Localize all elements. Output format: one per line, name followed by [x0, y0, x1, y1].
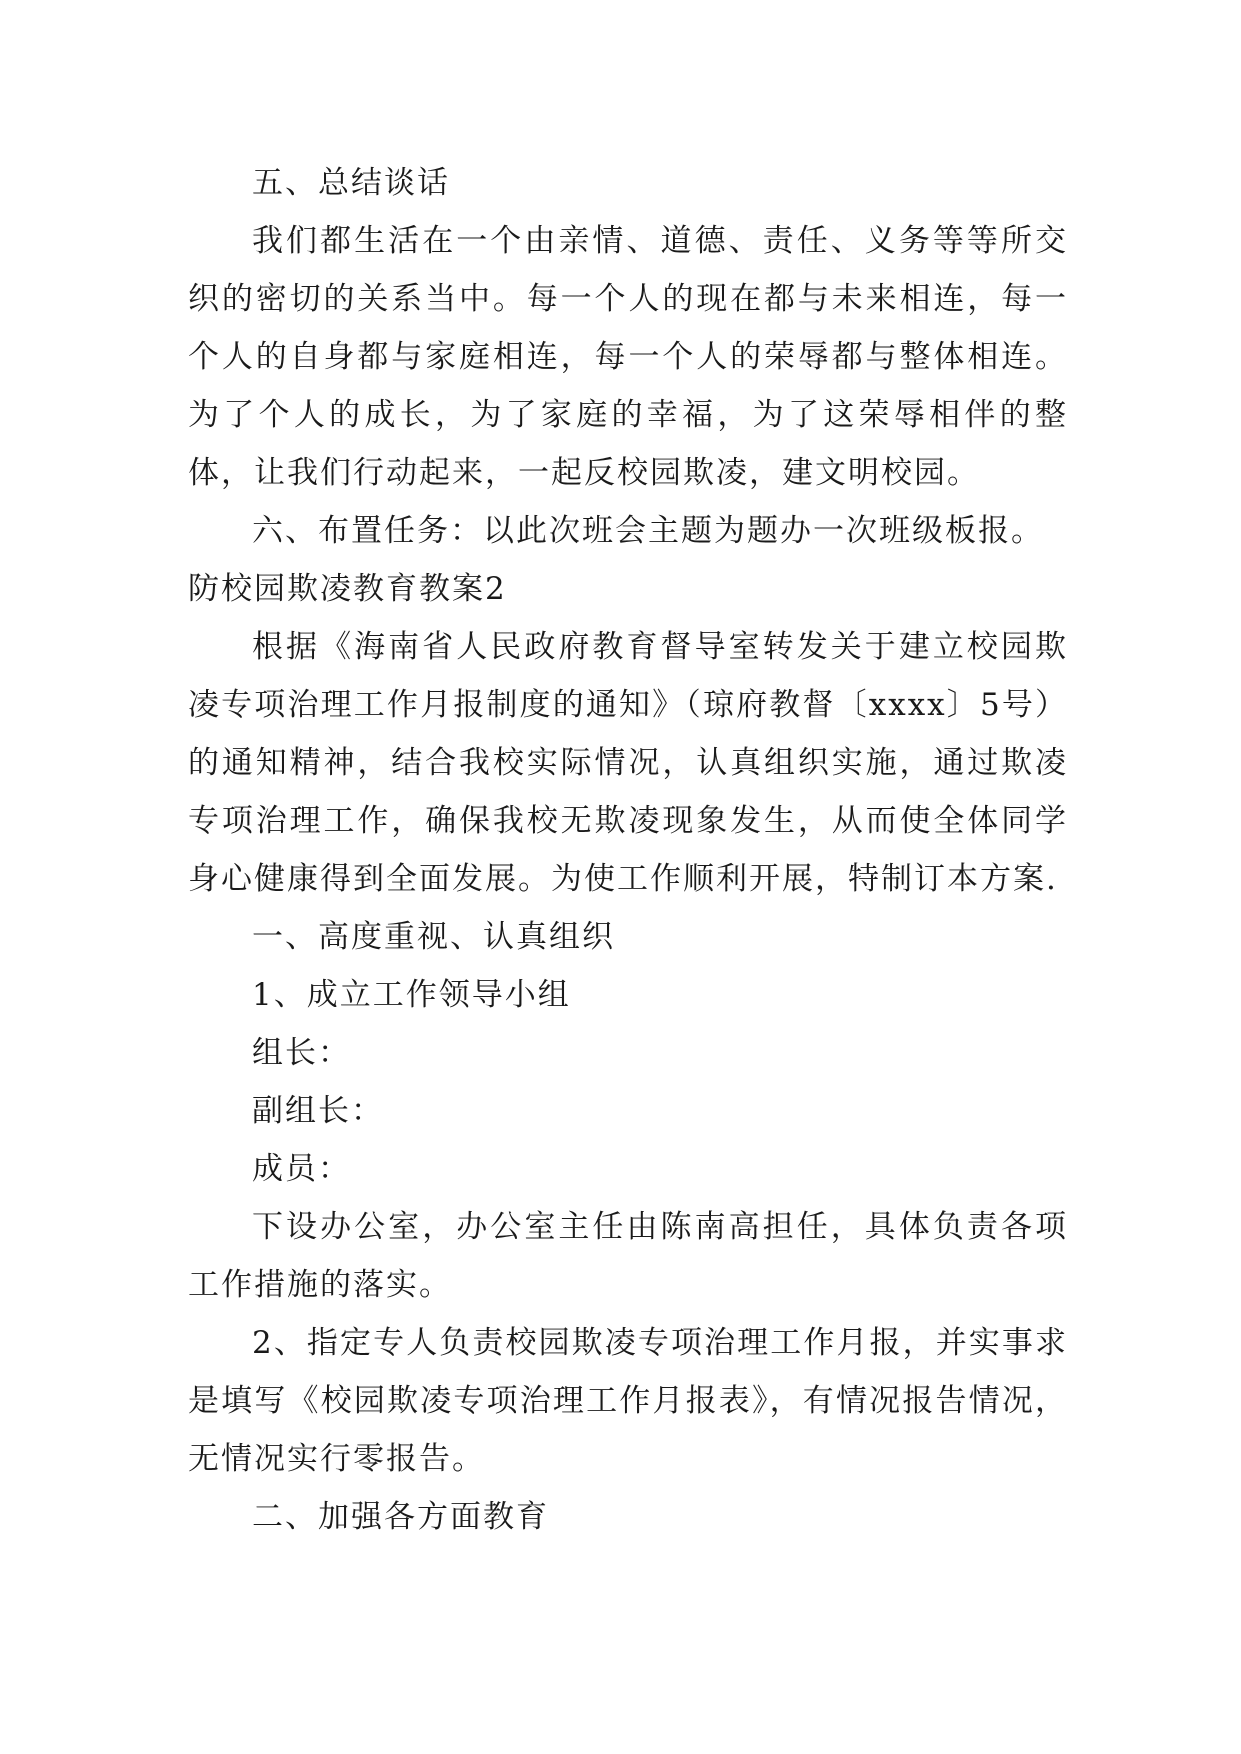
- document-body: [188, 154, 1068, 1546]
- section-heading-six: 六、布置任务：以此次班会主题为题办一次班级板报。: [252, 513, 1044, 549]
- paragraph-summary: 我们都生活在一个由亲情、道德、责任、义务等等所交织的密切的关系当中。每一个人的现在都与未来相连，每一个人的自身都与家庭相连，每一个人的荣辱都与整体相连。为了个人的成长，为了家庭的幸福，为了这荣辱相伴的整体，让我们行动起来，一起反校园欺凌，建文明校园。: [188, 223, 1068, 491]
- field-group-leader: 组长：: [252, 1035, 351, 1071]
- list-item-monthly-report: 2、指定专人负责校园欺凌专项治理工作月报，并实事求是填写《校园欺凌专项治理工作月报表》，有情况报告情况，无情况实行零报告。: [188, 1325, 1068, 1477]
- section-heading-five: 五、总结谈话: [252, 165, 450, 201]
- field-members: 成员：: [252, 1151, 351, 1187]
- document-title: 防校园欺凌教育教案2: [188, 571, 507, 607]
- field-deputy-leader: 副组长：: [252, 1093, 384, 1129]
- paragraph-office: 下设办公室，办公室主任由陈南高担任，具体负责各项工作措施的落实。: [188, 1209, 1068, 1303]
- list-item-leadership-group: 1、成立工作领导小组: [252, 977, 571, 1013]
- section-heading-one: 一、高度重视、认真组织: [252, 919, 615, 955]
- paragraph-intro: 根据《海南省人民政府教育督导室转发关于建立校园欺凌专项治理工作月报制度的通知》（琼府教督〔xxxx〕5号）的通知精神，结合我校实际情况，认真组织实施，通过欺凌专项治理工作，确保我校无欺凌现象发生，从而使全体同学身心健康得到全面发展。为使工作顺利开展，特制订本方案.: [188, 629, 1068, 897]
- section-heading-two: 二、加强各方面教育: [252, 1499, 549, 1535]
